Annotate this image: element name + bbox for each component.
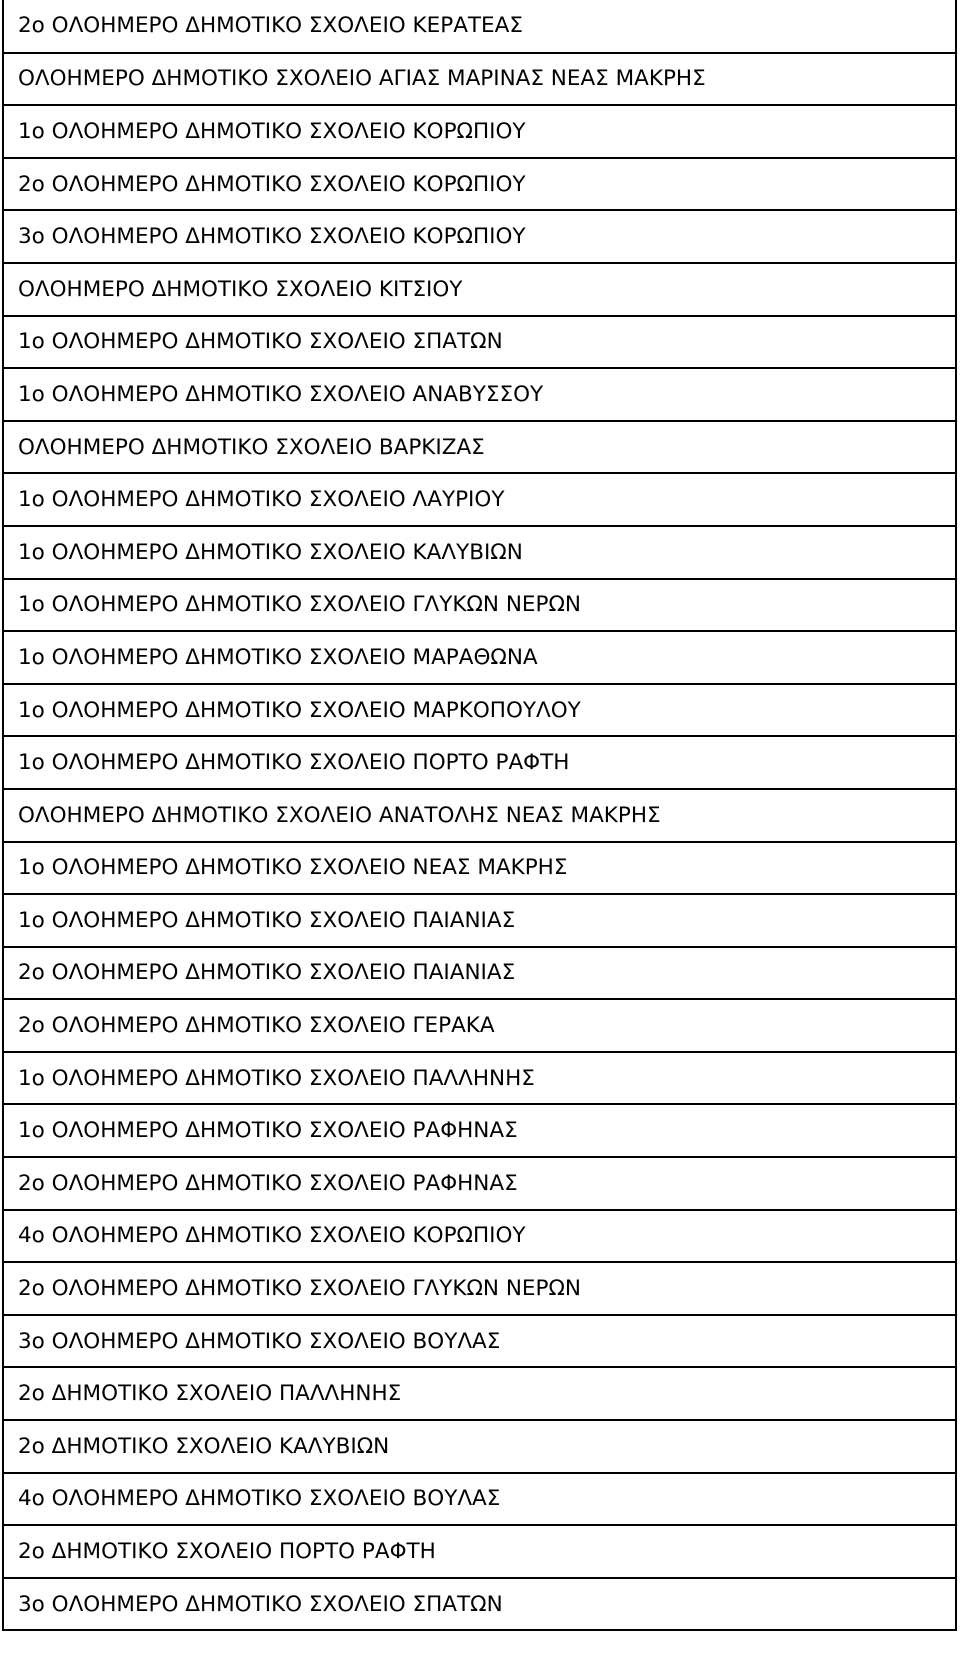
table-row <box>3 53 956 106</box>
table-row <box>3 736 956 789</box>
school-name-cell: ΟΛΟΗΜΕΡΟ ΔΗΜΟΤΙΚΟ ΣΧΟΛΕΙΟ ΒΑΡΚΙΖΑΣ <box>3 421 956 474</box>
school-name-cell: 4ο ΟΛΟΗΜΕΡΟ ΔΗΜΟΤΙΚΟ ΣΧΟΛΕΙΟ ΒΟΥΛΑΣ <box>3 1473 956 1526</box>
school-name-cell: 1ο ΟΛΟΗΜΕΡΟ ΔΗΜΟΤΙΚΟ ΣΧΟΛΕΙΟ ΝΕΑΣ ΜΑΚΡΗΣ <box>3 842 956 895</box>
table-row <box>3 1367 956 1420</box>
school-name-cell: 2ο ΟΛΟΗΜΕΡΟ ΔΗΜΟΤΙΚΟ ΣΧΟΛΕΙΟ ΓΛΥΚΩΝ ΝΕΡΩΝ <box>3 1262 956 1315</box>
school-name-cell: 2ο ΟΛΟΗΜΕΡΟ ΔΗΜΟΤΙΚΟ ΣΧΟΛΕΙΟ ΚΕΡΑΤΕΑΣ <box>3 0 956 53</box>
table-row <box>3 842 956 895</box>
school-list-body <box>3 0 956 1630</box>
school-name-cell: 1ο ΟΛΟΗΜΕΡΟ ΔΗΜΟΤΙΚΟ ΣΧΟΛΕΙΟ ΣΠΑΤΩΝ <box>3 316 956 369</box>
table-row <box>3 473 956 526</box>
table-row <box>3 1525 956 1578</box>
school-name-cell: ΟΛΟΗΜΕΡΟ ΔΗΜΟΤΙΚΟ ΣΧΟΛΕΙΟ ΚΙΤΣΙΟΥ <box>3 263 956 316</box>
table-row <box>3 263 956 316</box>
table-row <box>3 421 956 474</box>
school-name-cell: 2ο ΔΗΜΟΤΙΚΟ ΣΧΟΛΕΙΟ ΠΟΡΤΟ ΡΑΦΤΗ <box>3 1525 956 1578</box>
table-row <box>3 1473 956 1526</box>
table-row <box>3 1052 956 1105</box>
school-name-cell: ΟΛΟΗΜΕΡΟ ΔΗΜΟΤΙΚΟ ΣΧΟΛΕΙΟ ΑΝΑΤΟΛΗΣ ΝΕΑΣ ΜΑΚΡΗΣ <box>3 789 956 842</box>
table-row <box>3 1315 956 1368</box>
school-name-cell: 1ο ΟΛΟΗΜΕΡΟ ΔΗΜΟΤΙΚΟ ΣΧΟΛΕΙΟ ΑΝΑΒΥΣΣΟΥ <box>3 368 956 421</box>
school-name-cell: 4ο ΟΛΟΗΜΕΡΟ ΔΗΜΟΤΙΚΟ ΣΧΟΛΕΙΟ ΚΟΡΩΠΙΟΥ <box>3 1210 956 1263</box>
school-name-cell: 3ο ΟΛΟΗΜΕΡΟ ΔΗΜΟΤΙΚΟ ΣΧΟΛΕΙΟ ΚΟΡΩΠΙΟΥ <box>3 210 956 263</box>
school-name-cell: 1ο ΟΛΟΗΜΕΡΟ ΔΗΜΟΤΙΚΟ ΣΧΟΛΕΙΟ ΜΑΡΑΘΩΝΑ <box>3 631 956 684</box>
school-name-cell: 1ο ΟΛΟΗΜΕΡΟ ΔΗΜΟΤΙΚΟ ΣΧΟΛΕΙΟ ΠΟΡΤΟ ΡΑΦΤΗ <box>3 736 956 789</box>
school-name-cell: 1ο ΟΛΟΗΜΕΡΟ ΔΗΜΟΤΙΚΟ ΣΧΟΛΕΙΟ ΛΑΥΡΙΟΥ <box>3 473 956 526</box>
school-name-cell: 1ο ΟΛΟΗΜΕΡΟ ΔΗΜΟΤΙΚΟ ΣΧΟΛΕΙΟ ΠΑΙΑΝΙΑΣ <box>3 894 956 947</box>
table-row <box>3 316 956 369</box>
school-name-cell: 1ο ΟΛΟΗΜΕΡΟ ΔΗΜΟΤΙΚΟ ΣΧΟΛΕΙΟ ΜΑΡΚΟΠΟΥΛΟΥ <box>3 684 956 737</box>
table-row <box>3 1210 956 1263</box>
table-row <box>3 1578 956 1631</box>
table-row <box>3 579 956 632</box>
table-row <box>3 1262 956 1315</box>
school-name-cell: 1ο ΟΛΟΗΜΕΡΟ ΔΗΜΟΤΙΚΟ ΣΧΟΛΕΙΟ ΡΑΦΗΝΑΣ <box>3 1104 956 1157</box>
table-row <box>3 0 956 53</box>
school-name-cell: 2ο ΟΛΟΗΜΕΡΟ ΔΗΜΟΤΙΚΟ ΣΧΟΛΕΙΟ ΠΑΙΑΝΙΑΣ <box>3 947 956 1000</box>
table-row <box>3 210 956 263</box>
table-row <box>3 105 956 158</box>
school-name-cell: 3ο ΟΛΟΗΜΕΡΟ ΔΗΜΟΤΙΚΟ ΣΧΟΛΕΙΟ ΒΟΥΛΑΣ <box>3 1315 956 1368</box>
table-row <box>3 631 956 684</box>
table-row <box>3 1420 956 1473</box>
table-row <box>3 999 956 1052</box>
table-row <box>3 1157 956 1210</box>
table-row <box>3 158 956 211</box>
school-name-cell: 3ο ΟΛΟΗΜΕΡΟ ΔΗΜΟΤΙΚΟ ΣΧΟΛΕΙΟ ΣΠΑΤΩΝ <box>3 1578 956 1631</box>
school-name-cell: 2ο ΟΛΟΗΜΕΡΟ ΔΗΜΟΤΙΚΟ ΣΧΟΛΕΙΟ ΚΟΡΩΠΙΟΥ <box>3 158 956 211</box>
table-row <box>3 368 956 421</box>
school-list-table <box>2 0 957 1631</box>
table-row <box>3 894 956 947</box>
school-name-cell: 2ο ΔΗΜΟΤΙΚΟ ΣΧΟΛΕΙΟ ΚΑΛΥΒΙΩΝ <box>3 1420 956 1473</box>
table-row <box>3 526 956 579</box>
school-name-cell: 2ο ΔΗΜΟΤΙΚΟ ΣΧΟΛΕΙΟ ΠΑΛΛΗΝΗΣ <box>3 1367 956 1420</box>
table-row <box>3 947 956 1000</box>
table-row <box>3 684 956 737</box>
table-row <box>3 789 956 842</box>
school-name-cell: 1ο ΟΛΟΗΜΕΡΟ ΔΗΜΟΤΙΚΟ ΣΧΟΛΕΙΟ ΚΟΡΩΠΙΟΥ <box>3 105 956 158</box>
school-name-cell: 2ο ΟΛΟΗΜΕΡΟ ΔΗΜΟΤΙΚΟ ΣΧΟΛΕΙΟ ΡΑΦΗΝΑΣ <box>3 1157 956 1210</box>
table-row <box>3 1104 956 1157</box>
school-name-cell: 1ο ΟΛΟΗΜΕΡΟ ΔΗΜΟΤΙΚΟ ΣΧΟΛΕΙΟ ΚΑΛΥΒΙΩΝ <box>3 526 956 579</box>
school-name-cell: ΟΛΟΗΜΕΡΟ ΔΗΜΟΤΙΚΟ ΣΧΟΛΕΙΟ ΑΓΙΑΣ ΜΑΡΙΝΑΣ ΝΕΑΣ ΜΑΚΡΗΣ <box>3 53 956 106</box>
school-name-cell: 1ο ΟΛΟΗΜΕΡΟ ΔΗΜΟΤΙΚΟ ΣΧΟΛΕΙΟ ΠΑΛΛΗΝΗΣ <box>3 1052 956 1105</box>
school-name-cell: 1ο ΟΛΟΗΜΕΡΟ ΔΗΜΟΤΙΚΟ ΣΧΟΛΕΙΟ ΓΛΥΚΩΝ ΝΕΡΩΝ <box>3 579 956 632</box>
school-name-cell: 2ο ΟΛΟΗΜΕΡΟ ΔΗΜΟΤΙΚΟ ΣΧΟΛΕΙΟ ΓΕΡΑΚΑ <box>3 999 956 1052</box>
